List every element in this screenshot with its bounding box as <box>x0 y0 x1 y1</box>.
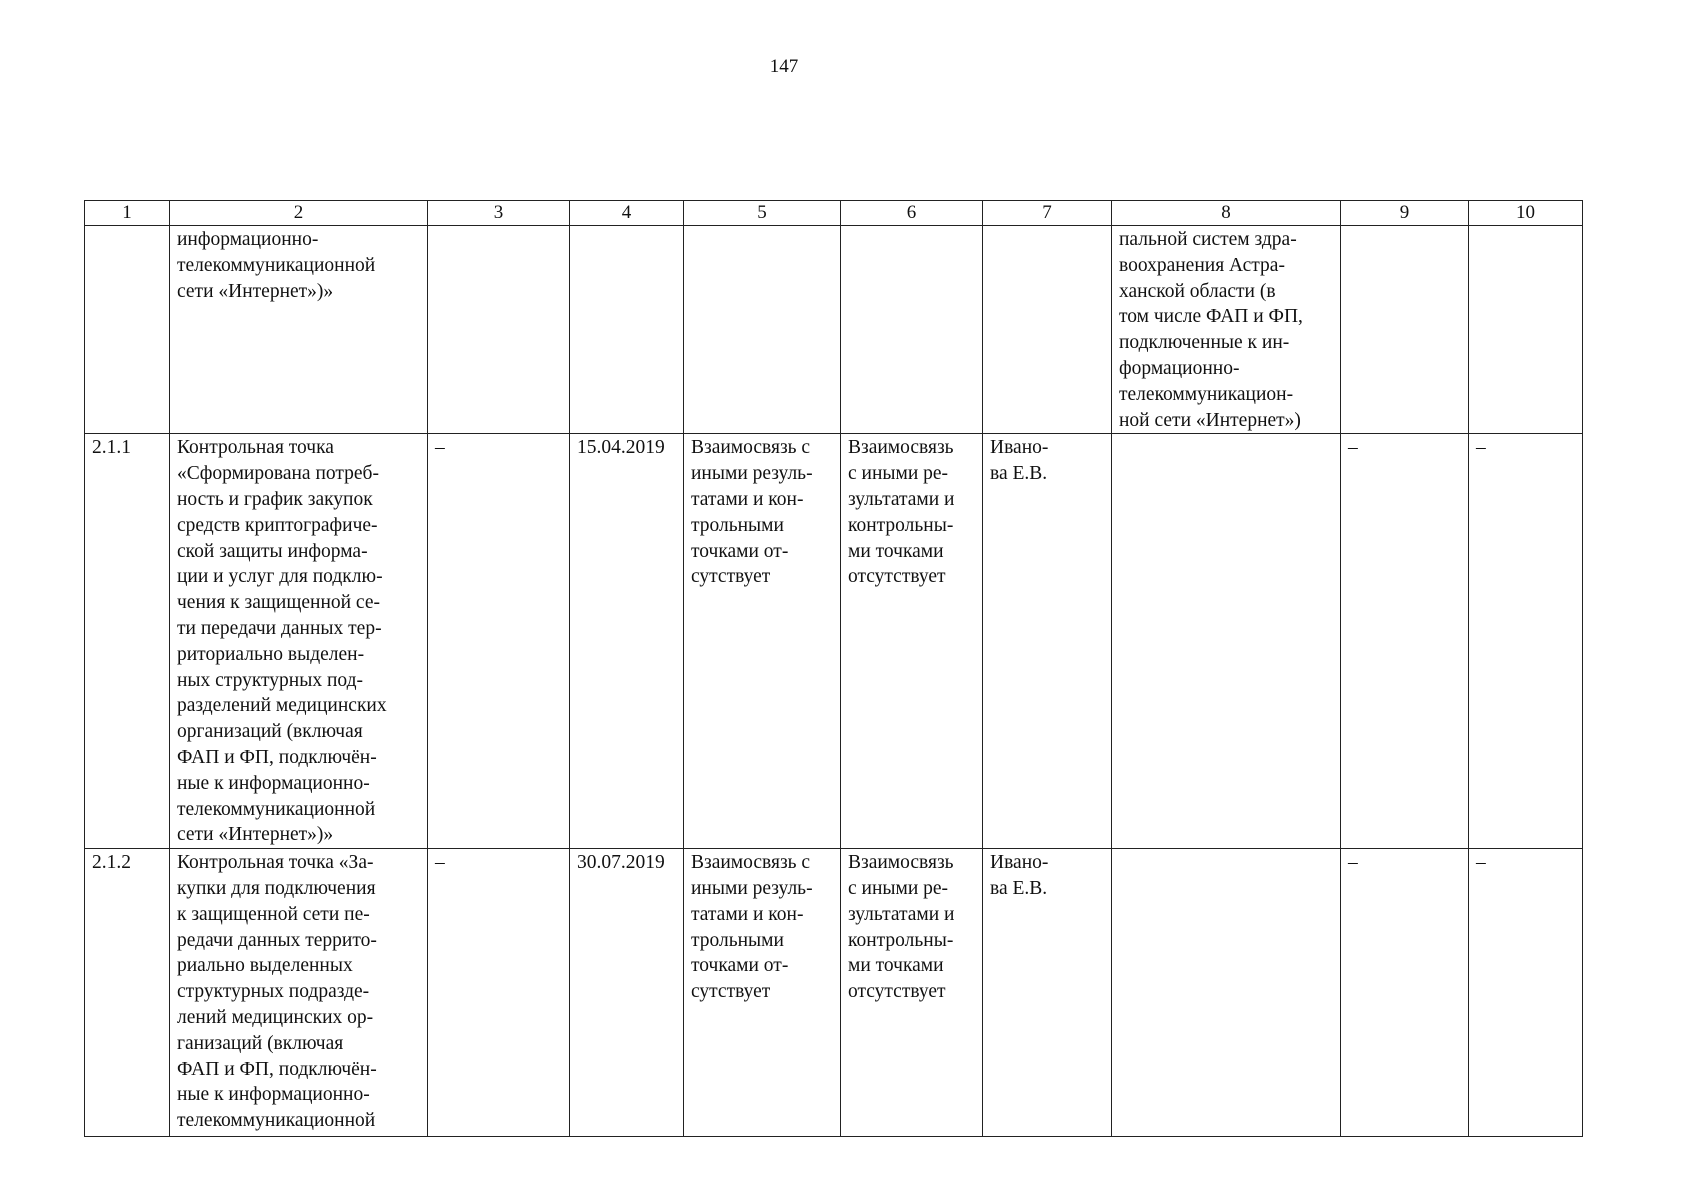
cell-name-text: Контрольная точка «За- купки для подключения к защищенной сети пе- редачи данных террито- риально выделенных структурных подразде- лений медицинских ор- ганизаций (включая ФАП и ФП, подключён- ные к информационно- телекоммуникационной <box>177 852 377 1132</box>
cell-name <box>170 434 428 849</box>
cell-name-text: информационно- телекоммуникационной сети «Интернет»)» <box>177 229 376 302</box>
cell-col9-text: – <box>1348 437 1358 459</box>
cell-successor-text: Взаимосвязь с иными ре- зультатами и контрольны- ми точками отсутствует <box>848 852 955 1003</box>
cell-predecessor-text: Взаимосвязь с иными резуль- татами и кон- трольными точками от- сутствует <box>691 852 813 1003</box>
cell-number <box>85 226 170 434</box>
cell-responsible <box>983 226 1112 434</box>
column-header-6: 6 <box>841 201 983 226</box>
cell-end-date-text: 30.07.2019 <box>577 852 665 874</box>
cell-successor <box>841 434 983 849</box>
cell-col10 <box>1469 434 1583 849</box>
cell-name-text: Контрольная точка «Сформирована потреб- ность и график закупок средств криптографиче- ской защиты информа- ции и услуг для подклю- чения к защищенной се- ти передачи данных тер- риториально выделен- ных структурных под- разделений медицинских организаций (включая ФАП и ФП, подключён- ные к информационно- телекоммуникационной сети «Интернет»)» <box>177 437 387 846</box>
cell-successor <box>841 849 983 1137</box>
cell-responsible-text: Ивано- ва Е.В. <box>990 437 1049 485</box>
cell-successor <box>841 226 983 434</box>
cell-responsible-text: Ивано- ва Е.В. <box>990 852 1049 899</box>
table-row-2-1-2 <box>85 849 1583 1137</box>
cell-predecessor <box>684 849 841 1137</box>
column-header-3: 3 <box>428 201 570 226</box>
column-number-row <box>85 201 1583 226</box>
cell-start-date <box>428 434 570 849</box>
column-header-2: 2 <box>170 201 428 226</box>
cell-result-text: пальной систем здра- воохранения Астра- ханской области (в том числе ФАП и ФП, подключенные к ин- формационно- телекоммуникацион- ной сети «Интернет») <box>1119 229 1303 431</box>
cell-col9-text: – <box>1348 852 1358 874</box>
cell-col9 <box>1341 434 1469 849</box>
cell-name <box>170 226 428 434</box>
cell-result <box>1112 434 1341 849</box>
cell-end-date <box>570 434 684 849</box>
cell-start-date-text: – <box>435 437 445 459</box>
column-header-7: 7 <box>983 201 1112 226</box>
cell-responsible <box>983 434 1112 849</box>
page-number: 147 <box>769 56 799 77</box>
cell-end-date <box>570 226 684 434</box>
column-header-5: 5 <box>684 201 841 226</box>
cell-number <box>85 849 170 1137</box>
column-header-10: 10 <box>1469 201 1583 226</box>
cell-col10 <box>1469 849 1583 1137</box>
table-row-continuation <box>85 226 1583 434</box>
cell-number <box>85 434 170 849</box>
cell-name <box>170 849 428 1137</box>
cell-number-text: 2.1.1 <box>92 437 131 459</box>
cell-successor-text: Взаимосвязь с иными ре- зультатами и контрольны- ми точками отсутствует <box>848 437 955 588</box>
cell-result <box>1112 226 1341 434</box>
cell-predecessor-text: Взаимосвязь с иными резуль- татами и кон- трольными точками от- сутствует <box>691 437 813 588</box>
cell-result <box>1112 849 1341 1137</box>
cell-end-date <box>570 849 684 1137</box>
cell-predecessor <box>684 226 841 434</box>
table-row-2-1-1 <box>85 434 1583 849</box>
cell-predecessor <box>684 434 841 849</box>
column-header-1: 1 <box>85 201 170 226</box>
cell-start-date <box>428 849 570 1137</box>
cell-number-text: 2.1.2 <box>92 852 131 874</box>
document-table <box>84 200 1583 1137</box>
cell-responsible <box>983 849 1112 1137</box>
cell-col10-text: – <box>1476 437 1486 459</box>
column-header-4: 4 <box>570 201 684 226</box>
column-header-9: 9 <box>1341 201 1469 226</box>
column-header-8: 8 <box>1112 201 1341 226</box>
cell-start-date <box>428 226 570 434</box>
cell-col9 <box>1341 849 1469 1137</box>
cell-start-date-text: – <box>435 852 445 874</box>
cell-col9 <box>1341 226 1469 434</box>
cell-col10-text: – <box>1476 852 1486 874</box>
cell-col10 <box>1469 226 1583 434</box>
cell-end-date-text: 15.04.2019 <box>577 437 665 459</box>
